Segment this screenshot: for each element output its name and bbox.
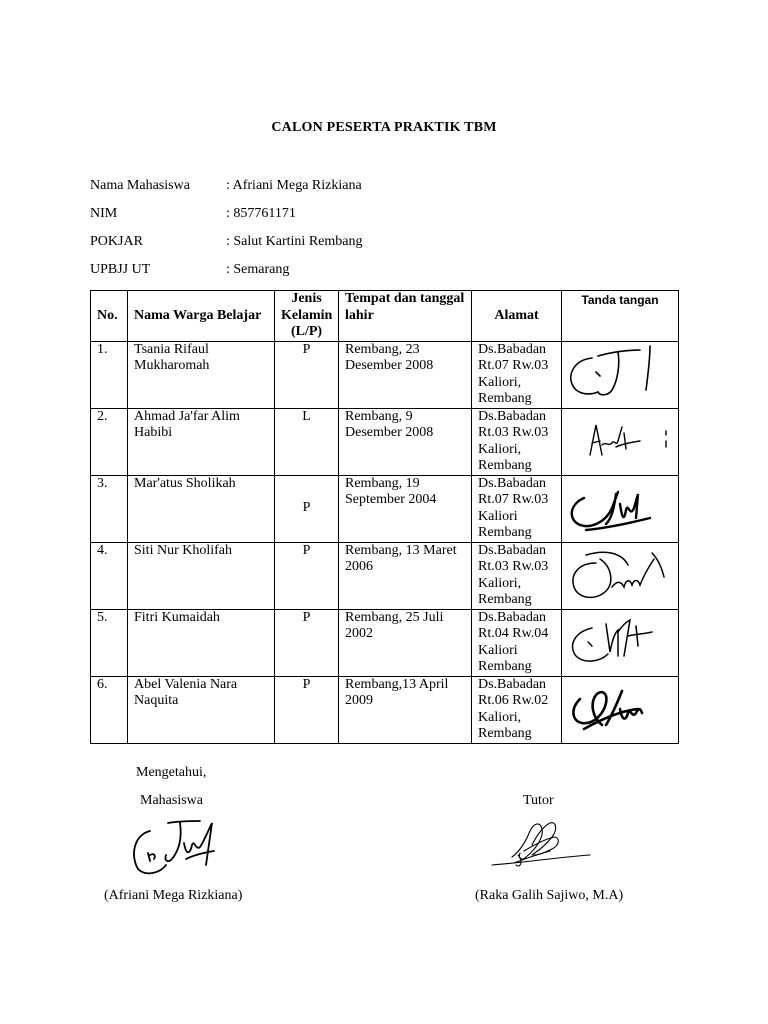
table-row: [91, 408, 679, 475]
cell-jenis-kelamin: P: [275, 475, 339, 542]
cell-nama: Fitri Kumaidah: [128, 609, 275, 676]
info-label: Nama Mahasiswa: [90, 178, 190, 193]
mahasiswa-signature-image: [128, 815, 224, 881]
mahasiswa-label: Mahasiswa: [140, 793, 203, 808]
header-tempat-tanggal-lahir: Tempat dan tanggal lahir: [339, 291, 472, 342]
cell-alamat: Ds.Babadan Rt.07 Rw.03 Kaliori, Rembang: [472, 341, 562, 408]
table-row: [91, 475, 679, 542]
cell-jenis-kelamin: P: [275, 676, 339, 743]
cell-nama: Abel Valenia Nara Naquita: [128, 676, 275, 743]
tutor-name: (Raka Galih Sajiwo, M.A): [475, 888, 624, 903]
cell-alamat: Ds.Babadan Rt.06 Rw.02 Kaliori, Rembang: [472, 676, 562, 743]
cell-no: 2.: [91, 408, 128, 475]
cell-tempat-tanggal-lahir: Rembang, 23 Desember 2008: [339, 341, 472, 408]
info-value: : Salut Kartini Rembang: [226, 234, 363, 249]
cell-jenis-kelamin: P: [275, 609, 339, 676]
table-row: [91, 609, 679, 676]
cell-no: 1.: [91, 341, 128, 408]
signature-image: [566, 411, 674, 469]
mengetahui-label: Mengetahui,: [136, 765, 207, 780]
tutor-label: Tutor: [523, 793, 554, 808]
signature-image: [566, 478, 674, 538]
participant-table: [90, 290, 679, 744]
info-value: : Semarang: [226, 262, 290, 277]
cell-tempat-tanggal-lahir: Rembang, 13 Maret 2006: [339, 542, 472, 609]
cell-tanda-tangan: [562, 341, 679, 408]
info-label: UPBJJ UT: [90, 262, 151, 277]
cell-nama: Mar'atus Sholikah: [128, 475, 275, 542]
info-label: POKJAR: [90, 234, 143, 249]
cell-nama: Ahmad Ja'far Alim Habibi: [128, 408, 275, 475]
cell-tanda-tangan: [562, 475, 679, 542]
info-row-nama: [90, 178, 362, 194]
info-label: NIM: [90, 206, 118, 221]
signature-image: [566, 545, 674, 605]
cell-no: 4.: [91, 542, 128, 609]
tutor-signature-image: [490, 815, 600, 879]
cell-jenis-kelamin: L: [275, 408, 339, 475]
cell-nama: Siti Nur Kholifah: [128, 542, 275, 609]
header-nama: Nama Warga Belajar: [128, 291, 275, 342]
table-row: [91, 341, 679, 408]
info-row-nim: [90, 206, 296, 222]
cell-alamat: Ds.Babadan Rt.03 Rw.03 Kaliori, Rembang: [472, 542, 562, 609]
signature-image: [566, 612, 674, 672]
header-no: No.: [91, 291, 128, 342]
cell-alamat: Ds.Babadan Rt.04 Rw.04 Kaliori Rembang: [472, 609, 562, 676]
cell-tempat-tanggal-lahir: Rembang,13 April 2009: [339, 676, 472, 743]
cell-alamat: Ds.Babadan Rt.07 Rw.03 Kaliori Rembang: [472, 475, 562, 542]
header-alamat: Alamat: [472, 291, 562, 342]
table-row: [91, 676, 679, 743]
cell-tempat-tanggal-lahir: Rembang, 9 Desember 2008: [339, 408, 472, 475]
table-header-row: [91, 291, 679, 342]
cell-tanda-tangan: [562, 676, 679, 743]
info-row-pokjar: [90, 234, 362, 250]
mahasiswa-name: (Afriani Mega Rizkiana): [104, 888, 243, 903]
info-row-upbjj: [90, 262, 289, 278]
cell-no: 3.: [91, 475, 128, 542]
signature-image: [566, 344, 674, 402]
info-value: : 857761171: [226, 206, 296, 221]
info-value: : Afriani Mega Rizkiana: [226, 178, 362, 193]
cell-jenis-kelamin: P: [275, 542, 339, 609]
header-tanda-tangan: Tanda tangan: [562, 291, 679, 342]
cell-nama: Tsania Rifaul Mukharomah: [128, 341, 275, 408]
cell-tanda-tangan: [562, 542, 679, 609]
table-row: [91, 542, 679, 609]
header-jenis-kelamin: Jenis Kelamin (L/P): [275, 291, 339, 342]
cell-no: 5.: [91, 609, 128, 676]
document-title: CALON PESERTA PRAKTIK TBM: [271, 120, 497, 135]
cell-alamat: Ds.Babadan Rt.03 Rw.03 Kaliori, Rembang: [472, 408, 562, 475]
cell-tanda-tangan: [562, 609, 679, 676]
cell-tempat-tanggal-lahir: Rembang, 19 September 2004: [339, 475, 472, 542]
cell-tanda-tangan: [562, 408, 679, 475]
cell-jenis-kelamin: P: [275, 341, 339, 408]
cell-tempat-tanggal-lahir: Rembang, 25 Juli 2002: [339, 609, 472, 676]
cell-no: 6.: [91, 676, 128, 743]
signature-image: [566, 679, 674, 739]
